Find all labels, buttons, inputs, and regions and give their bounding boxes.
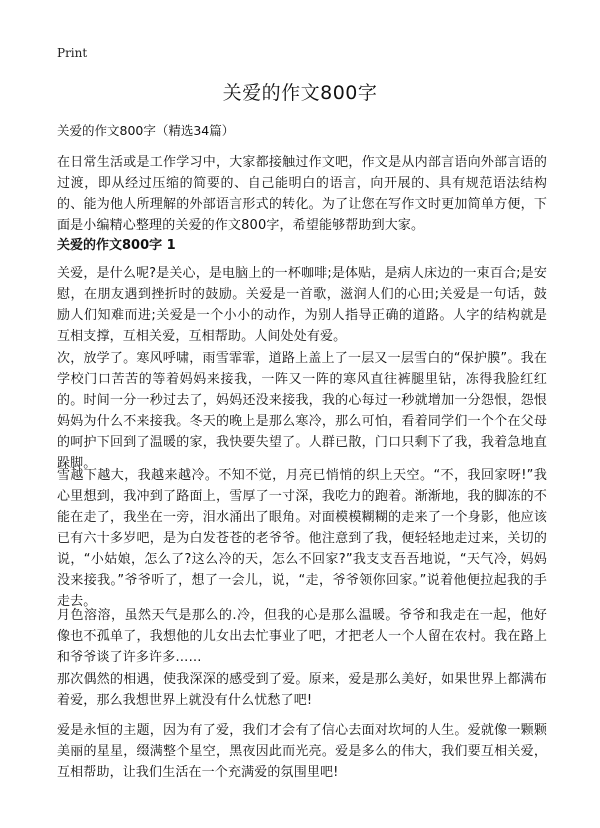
document-subtitle: 关爱的作文800字（精选34篇）	[57, 123, 235, 138]
document-title: 关爱的作文800字	[222, 82, 378, 104]
body-paragraph: 次，放学了。寒风呼啸，雨雪霏霏，道路上盖上了一层又一层雪白的“保护膜”。我在学校门口苦苦的等着妈妈来接我，一阵又一阵的寒风直往裤腿里钻，冻得我脸红红的。时间一分一秒过去了，妈妈还没来接我，我的心每过一秒就增加一分怨恨，怨恨妈妈为什么不来接我。冬天的晚上是那么寒冷，那么可怕，看着同学们一个个在父母的呵护下回到了温暖的家，我快要失望了。人群已散，门口只剩下了我，我着急地直跺脚。	[57, 351, 547, 471]
body-paragraph: 月色溶溶，虽然天气是那么的.冷，但我的心是那么温暖。爷爷和我走在一起，他好像也不孤单了，我想他的儿女出去忙事业了吧，才把老人一个人留在农村。我在路上和爷爷谈了许多许多……	[57, 608, 547, 665]
body-paragraph: 雪越下越大，我越来越冷。不知不觉，月亮已悄悄的织上天空。“不，我回家呀!”我心里想到，我冲到了路面上，雪厚了一寸深，我吃力的跑着。渐渐地，我的脚冻的不能在走了，我坐在一旁，泪水涌出了眼角。对面模模糊糊的走来了一个身影，他应该已有六十多岁吧，是为白发苍苍的老爷爷。他注意到了我，便轻轻地走过来，关切的说，“小姑娘，怎么了?这么冷的天，怎么不回家?”我支支吾吾地说，“天气冷，妈妈没来接我。”爷爷听了，想了一会儿，说，“走，爷爷领你回家。”说着他便拉起我的手走去。	[57, 468, 547, 609]
section-heading: 关爱的作文800字 1	[57, 238, 176, 253]
body-paragraph: 爱是永恒的主题，因为有了爱，我们才会有了信心去面对坎坷的人生。爱就像一颗颗美丽的星星，缀满整个星空，黑夜因此而光亮。爱是多么的伟大，我们要互相关爱，互相帮助，让我们生活在一个充满爱的氛围里吧!	[57, 723, 547, 780]
print-link[interactable]: Print	[57, 46, 88, 60]
intro-paragraph: 在日常生活或是工作学习中，大家都接触过作文吧，作文是从内部言语向外部言语的过渡，即从经过压缩的简要的、自己能明白的语言，向开展的、具有规范语法结构的、能为他人所理解的外部语言形式的转化。为了让您在写作文时更加简单方便，下面是小编精心整理的关爱的作文800字，希望能够帮助到大家。	[57, 155, 547, 233]
body-paragraph: 关爱，是什么呢?是关心，是电脑上的一杯咖啡;是体贴，是病人床边的一束百合;是安慰，在朋友遇到挫折时的鼓励。关爱是一首歌，滋润人们的心田;关爱是一句话，鼓励人们知难而进;关爱是一个小小的动作，为别人指导正确的道路。人字的结构就是互相支撑，互相关爱，互相帮助。人间处处有爱。	[57, 266, 547, 344]
body-paragraph: 那次偶然的相遇，使我深深的感受到了爱。原来，爱是那么美好，如果世界上都满布着爱，那么我想世界上就没有什么忧愁了吧!	[57, 672, 547, 708]
